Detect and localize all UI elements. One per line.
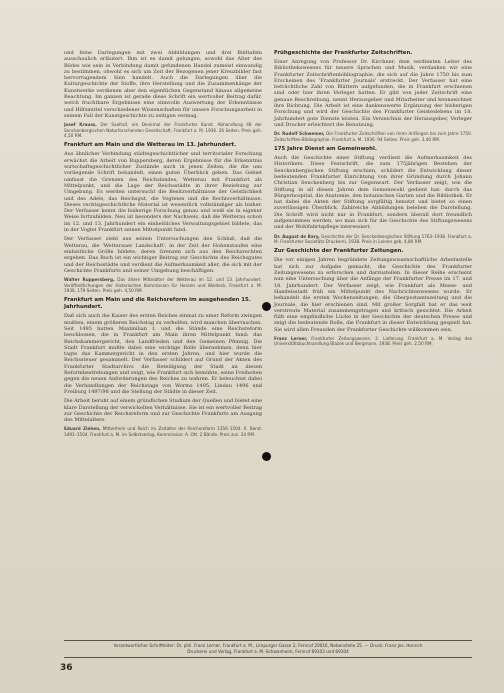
section-heading: 175 Jahre Dienst am Gemeinwohl. [274, 146, 377, 153]
citation-text: Die Frankfurter Zeitschriften von ihren Anfängen bis zum Jahre 1750. Zeitschriften-Bibliographie. Frankfurt a. M. 1936. 94 Seiten. Preis geh. 3,40 RM. [274, 131, 472, 142]
citation-text: Geschichte der Dr. Senckenbergischen Stiftung 1763–1938. Frankfurt a. M. Frankfurter Societäts-Druckerei, 1938. Preis in Leinen geb. 4,80 RM. [274, 233, 472, 245]
paragraph: Der Verfasser zieht aus seinen Untersuchungen den Schluß, daß die Wetterau, die 'Wetterauer Landschaft', in der Zeit der Hohenstaufen eine einheitliche Größe bildete, deren Grenzen sich aus den Reichsrechten ergeben. Das Buch ist ein wichtiger Beitrag zur Geschichte des Reichsgutes und der Reichsstädte und verdient die Aufmerksamkeit aller, die sich mit der Geschichte Frankfurts und seiner Umgebung beschäftigen. [64, 236, 262, 274]
citation [274, 234, 472, 245]
paragraph: Die vor einigen Jahren begründete Zeitungswissenschaftliche Arbeitsstelle hat sich zur Aufgabe gemacht, die Geschichte des Frankfurter Zeitungswesens zu erforschen und darzustellen. In dieser Reihe erscheint nun eine Untersuchung über die Anfänge der Frankfurter Presse im 17. und 18. Jahrhundert. Der Verfasser zeigt, wie Frankfurt als Messe- und Handelsstadt früh ein Mittelpunkt des Nachrichtenwesens wurde. Er behandelt die ersten Wochenzeitungen, die Oberpostamtszeitung und die Journale, die hier erschienen sind. Mit großer Sorgfalt hat er das weit verstreute Material zusammengetragen und kritisch gesichtet. Die Arbeit füllt eine empfindliche Lücke in der Geschichte der deutschen Presse und zeigt die bedeutende Rolle, die Frankfurt in dieser Entwicklung gespielt hat. Sie wird allen Freunden der Frankfurter Geschichte willkommen sein. [274, 257, 472, 333]
citation [274, 336, 472, 347]
citation-author: Franz Lerner, [274, 336, 308, 342]
citation-text: Mittelrhein und Reich im Zeitalter der Reichsreform 1356–1504. II. Band: 1491–1504. Frankfurt a. M. im Selbstverlag. Kommission: A. Ott. 2 Bände. Preis zus. 24 RM. [64, 426, 262, 437]
footer-rule [64, 640, 472, 641]
citation-author: Josef Krauss, [64, 122, 97, 128]
citation-author: Dr. August de Bary, [274, 233, 320, 239]
imprint [64, 643, 472, 654]
citation-text: Das ältere Mittelalter der Wetterau im 12. und 13. Jahrhundert. Veröffentlichungen der Historischen Kommission für Hessen und Waldeck, Frankfurt a. M. 1936, 179 Seiten. Preis geh. 4,50 RM. [64, 277, 262, 293]
section-heading: Zur Geschichte der Frankfurter Zeitungen. [274, 248, 404, 255]
citation-text: Frankfurter Zeitungswesen. 2. Lieferung. Frankfurt a. M. Verlag des Universitätsbuchhandlung Blazek und Bergmann. 1938. Preis geh. 2,50 RM. [274, 336, 472, 347]
imprint-line: Druckerei und Verlag, Frankfurt a. M.-Schwanheim, Fernruf 69103 und 69104 [187, 648, 349, 654]
section-heading: Frankfurt am Main und die Reichsreform im ausgehenden 15. Jahrhundert. [64, 297, 251, 311]
page-number: 36 [60, 663, 73, 673]
section-heading: Frühgeschichte der Frankfurter Zeitschriften. [274, 50, 413, 56]
paragraph: Auch die Geschichte einer Stiftung verdient die Aufmerksamkeit des Historikers. Diese Festschrift, die zum 175jährigen Bestehen der Senckenbergischen Stiftung erschien, schildert die Entwicklung dieser bedeutenden Frankfurter Einrichtung von ihrer Gründung durch Johann Christian Senckenberg bis zur Gegenwart. Der Verfasser zeigt, wie die Stiftung in all diesen Jahren dem Gemeinwohl gedient hat: durch das Bürgerhospital, die Anatomie, den botanischen Garten und die Bibliothek. Er hat dabei die Akten der Stiftung sorgfältig benutzt und bietet so einen zuverlässigen Überblick. Zahlreiche Abbildungen beleben die Darstellung. Die Schrift wird nicht nur in Frankfurt, sondern überall dort freundlich aufgenommen werden, wo man sich für die Geschichte des Stiftungswesens und der Wohlfahrtspflege interessiert. [274, 155, 472, 231]
footer-rule [64, 657, 472, 658]
citation-text: Der Saalhof, ein Denkmal der Frankfurter Kunst. Abhandlung 48 der Senckenbergischen Naturforschenden Gesellschaft, Frankfurt a. M. 1936. 26 Seiten. Preis geh. 4,50 RM. [64, 122, 262, 139]
imprint-line: Verantwortlicher Schriftleiter: Dr. phil. Franz Lerner, Frankfurt a. M., Limpurger Gasse 2, Fernruf 20016, Nebenstelle 25. — Druck: Franz Jos. Henrich [113, 643, 423, 648]
citation [64, 122, 262, 138]
punch-hole [262, 302, 271, 311]
section-heading: Frankfurt am Main und die Wetterau im 13. Jahrhundert. [64, 142, 237, 149]
punch-hole [262, 452, 271, 461]
citation [64, 426, 262, 437]
right-column [274, 50, 472, 351]
paragraph: Einer Anregung von Professor Dr. Kirchner, dem verdienten Leiter des Bibliothekswesens für neuere Sprachen und Musik, verdanken wir eine Frankfurter Zeitschriftenbibliographie, die sich auf die Jahre 1750 bis zum Erscheinen des 'Frankfurter Journals' erstreckt. Der Verfasser hat eine beträchtliche Zahl von Blättern aufgefunden, die in Frankfurt erschienen sind oder hier ihren Verleger hatten. Er gibt von jeder Zeitschrift eine genaue Beschreibung, nennt Herausgeber und Mitarbeiter und kennzeichnet ihre Richtung. Die Arbeit ist eine dankenswerte Ergänzung der bisherigen Forschung und wird der Geschichte des Frankfurter Geisteslebens im 18. Jahrhundert gute Dienste leisten. Ein Verzeichnis der Herausgeber, Verleger und Drucker erleichtert die Benutzung. [274, 59, 472, 128]
citation [274, 131, 472, 142]
citation [64, 277, 262, 293]
left-column [64, 50, 262, 441]
citation-author: Dr. Rudolf Schwemer, [274, 131, 325, 137]
paragraph: Aus ähnlicher Verbindung städtegeschichtlicher und territorialer Forschung erwächst die Arbeit von Ruppersberg, deren Ergebnisse für die Erkenntnis wirtschaftsgeschichtlicher Zustände auch in jenen Zeiten, die die uns vorliegende Schrift behandelt, einen guten Überblick geben. Das Gebiet umfasst die Grenzen des Reichslandes, Wetterau mit Frankfurt als Mittelpunkt, und die Lage der Reichsstädte in ihrer Beziehung zur Umgebung. Es werden untersucht die Besitzverhältnisse der Geistlichkeit und des Adels, das Reichsgut, die Vogteien und die Rechtsverhältnisse. Dieses rechtsgeschichtliche Material ist wesentlich vollständiger als bisher. Der Verfasser kennt die bisherige Forschung genau und weiß sie in eigener Weise fortzubilden. Neu ist besonders der Nachweis, daß die Wetterau schon im 12. und 13. Jahrhundert ein einheitliches Verwaltungsgebiet bildete, das in der Vogtei Frankfurt seinen Mittelpunkt fand. [64, 151, 262, 234]
paragraph: Daß sich auch die Kaiser des ersten Reiches einmal zu einer Reform zwingen mußten, einem größeren Reichstag zu verhelfen, wird manchen überraschen. Seit 1495 hatten Maximilian I. und die Stände eine Reichsreform beschlossen, die in Frankfurt am Main ihren Mittelpunkt fand: das Reichskammergericht, den Landfrieden und den Gemeinen Pfennig. Die Stadt Frankfurt mußte dabei eine wichtige Rolle übernehmen, denn hier tagte das Kammergericht in den ersten Jahren, und hier wurde die Reichssteuer gesammelt. Der Verfasser schildert auf Grund der Akten des Frankfurter Stadtarchivs die Beteiligung der Stadt an diesen Reformbestrebungen und zeigt, wie Frankfurt sich bemühte, seine Freiheiten gegen die neuen Anforderungen des Reiches zu wahren. Er beleuchtet dabei die Verhandlungen der Reichstage von Worms 1495, Lindau 1496 und Freiburg 1497/98 und die Stellung der Städte in dieser Zeit. [64, 313, 262, 395]
citation-author: Walter Ruppersberg, [64, 277, 115, 283]
intro-paragraph: und feine Darlegungen mit zwei Abbildungen und drei Bildtafeln ausschaulich erläutert. Ihm ist es damit gelungen, sowohl das Alter des Bildes wie sein in Verbindung damit gefundenen Handel zumeist einwandig zu bestimmen, obwohl es sich um Zeit der Bezogenen jener Kreuzbilder fast hervorragendem Sinn handelt. Auch die Darlegungen über die Kulturgeschichte der Stoffe, ihre Herstellung und die Zusammenhänge der Kunstwerke verdienen aber den eigentlichen Gegenstand hinaus allgemeine Beachtung. Im ganzen ist gerade diese Schrift ein wertvoller Beitrag dafür, welch fruchtbare Ergebnisse eine sinnvolle Auswertung der Erkenntnisse und Hilfsmittel verschiedener Wissenschaften für unsere Forschungsarbeit in seinem Fall der Kunstgeschichte zu zeitigen vermag. [64, 50, 262, 119]
paragraph: Die Arbeit beruht auf einem gründlichen Studium der Quellen und bietet eine klare Darstellung der verwickelten Verhältnisse. Sie ist ein wertvoller Beitrag zur Geschichte der Reichsreform und zur Geschichte Frankfurts am Ausgang des Mittelalters. [64, 398, 262, 424]
citation-author: Eduard Ziehen, [64, 426, 101, 432]
